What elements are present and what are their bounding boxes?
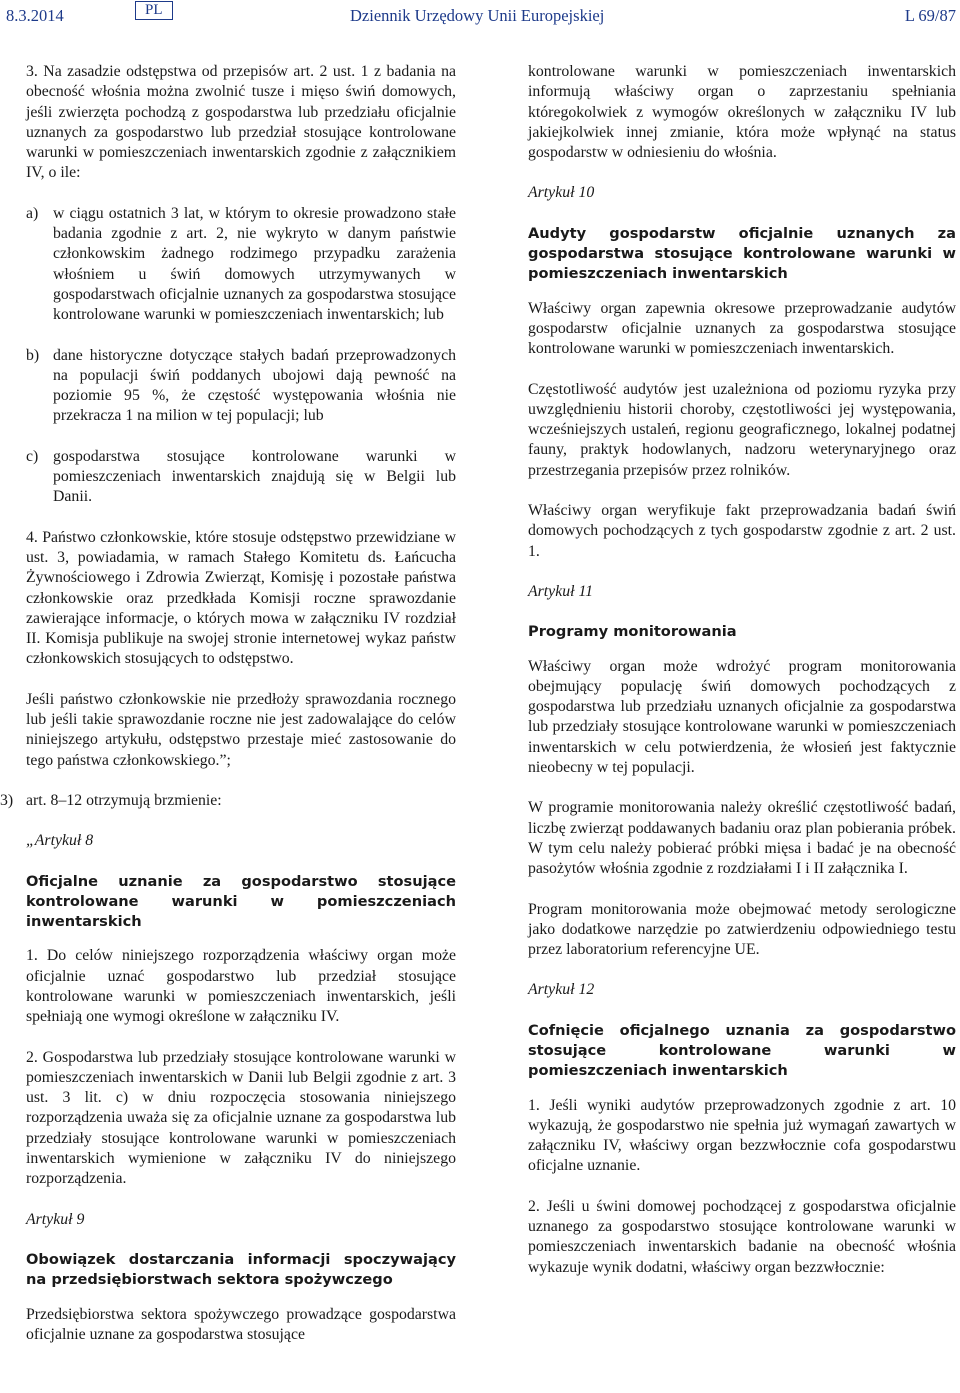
list-item-a (26, 204, 456, 326)
article-9-heading: Artykuł 9 (26, 1210, 85, 1228)
article-11-paragraph-1: Właściwy organ może wdrożyć program monitorowania obejmujący populację świń domowych pochodzących z gospodarstwa lub przedziału uznanych oficjalnie za gospodarstwa lub przedziały stosujące kontrolowane warunki w pomieszczeniach inwentarskich w celu potwierdzenia, że włosień jest faktycznie nieobecny w tej populacji. (528, 657, 956, 777)
journal-title: Dziennik Urzędowy Unii Europejskiej (350, 6, 605, 25)
article-10-heading: Artykuł 10 (528, 184, 595, 202)
list-item-b (26, 346, 456, 427)
list-item-c (26, 447, 456, 508)
article-9-paragraph-continued: kontrolowane warunki w pomieszczeniach inwentarskich informują właściwy organ o zaprzestaniu spełniania któregokolwiek z wymogów określonych w załączniku IV lub jakiejkolwiek innej zmianie, która może wpłynąć na status gospodarstw w odniesieniu do włośnia. (528, 63, 956, 162)
list-text: art. 8–12 otrzymują brzmienie: (26, 791, 222, 809)
article-8-heading: „Artykuł 8 (26, 832, 94, 850)
list-label: c) (26, 447, 39, 465)
article-8-title: Oficjalne uznanie za gospodarstwo stosujące kontrolowane warunki w pomieszczeniach inwentarskich (26, 872, 456, 931)
list-text: w ciągu ostatnich 3 lat, w którym to okresie prowadzono stałe badania zgodnie z art. 2, nie wykryto w danym państwie członkowskim żadnego rodzimego przypadku zarażenia włośniem u świń domowych utrzymywanych w gospodarstwach oficjalnie uznanych za gospodarstwa stosujące kontrolowane warunki w pomieszczeniach inwentarskich; lub (53, 204, 456, 324)
article-8-paragraph-1: 1. Do celów niniejszego rozporządzenia właściwy organ może oficjalnie uznać gospodarstwo lub przedział stosujące kontrolowane warunki w pomieszczeniach inwentarskich, jeśli spełniają one wymogi określone w załączniku IV. (26, 947, 456, 1026)
article-11-paragraph-2: W programie monitorowania należy określić częstotliwość badań, liczbę zwierząt poddawanych badaniu oraz plan pobierania próbek. W tym celu należy pobierać próbki mięsa i badać je na obecność pasożytów włośnia zgodnie z rozdziałami I i II załącznika I. (528, 799, 956, 878)
header-date: 8.3.2014 (6, 6, 64, 25)
article-10-paragraph-1: Właściwy organ zapewnia okresowe przeprowadzanie audytów gospodarstw oficjalnie uznanych za gospodarstwa stosujące kontrolowane warunki w pomieszczeniach inwentarskich. (528, 299, 956, 358)
left-column (0, 62, 456, 1365)
article-11-heading: Artykuł 11 (528, 582, 594, 600)
paragraph-4: 4. Państwo członkowskie, które stosuje odstępstwo przewidziane w ust. 3, powiadamia, w ramach Stałego Komitetu ds. Łańcucha Żywnościowego i Zdrowia Zwierząt, Komisję i pozostałe państwa członkowskie oraz przedkłada Komisji roczne sprawozdanie zawierające informacje, o których mowa w załączniku IV rozdział II. Komisja publikuje na swojej stronie internetowej wykaz państw członkowskich stosujących to odstępstwo. (26, 528, 456, 668)
list-label: 3) (0, 791, 14, 809)
article-10-paragraph-2: Częstotliwość audytów jest uzależniona od poziomu ryzyka przy uwzględnieniu historii choroby, częstotliwości jej występowania, wcześniejszych ustaleń, regionu geograficznego, lokalnej podatnej fauny, praktyk hodowlanych, nadzoru weterynaryjnego oraz przestrzegania przepisów przez rolników. (528, 380, 956, 479)
article-11-paragraph-3: Program monitorowania może obejmować metody serologiczne jako dodatkowe narzędzie po zatwierdzeniu odpowiedniego testu przez laboratorium referencyjne UE. (528, 900, 956, 959)
article-10-paragraph-3: Właściwy organ weryfikuje fakt przeprowadzania badań świń domowych pochodzących z tych gospodarstw zgodnie z art. 2 ust. 1. (528, 502, 956, 560)
paragraph-3: 3. Na zasadzie odstępstwa od przepisów art. 2 ust. 1 z badania na obecność włośnia można zwolnić tusze i mięso świń domowych, jeśli zwierzęta pochodzą z gospodarstwa lub przedziału oficjalnie uznanych za gospodarstwo lub przedział stosujące kontrolowane warunki w pomieszczeniach inwentarskich zgodnie z załącznikiem IV, o ile: (26, 63, 456, 182)
right-column (528, 62, 956, 1298)
article-12-title: Cofnięcie oficjalnego uznania za gospodarstwo stosujące kontrolowane warunki w pomieszczeniach inwentarskich (528, 1021, 956, 1080)
paragraph-4-continued: Jeśli państwo członkowskie nie przedłoży sprawozdania rocznego lub jeśli takie sprawozdanie roczne nie jest zadowalające do celów niniejszego artykułu, odstępstwo przestaje mieć zastosowanie do tego państwa członkowskiego.”; (26, 690, 456, 769)
article-12-paragraph-2: 2. Jeśli u świni domowej pochodzącej z gospodarstwa oficjalnie uznanego za gospodarstwo stosujące kontrolowane warunki w pomieszczeniach inwentarskich badanie na obecność włośnia wykazuje wynik dodatni, właściwy organ bezzwłocznie: (528, 1197, 956, 1276)
page-reference: L 69/87 (904, 6, 956, 25)
amendment-item-3 (0, 791, 456, 811)
article-12-heading: Artykuł 12 (528, 981, 595, 999)
article-11-title: Programy monitorowania (528, 623, 737, 641)
list-label: b) (26, 346, 40, 364)
article-12-paragraph-1: 1. Jeśli wyniki audytów przeprowadzonych zgodnie z art. 10 wykazują, że gospodarstwo nie spełnia już wymagań zawartych w załączniku IV, właściwy organ bezzwłocznie cofa gospodarstwu oficjalne uznanie. (528, 1096, 956, 1175)
page-header (0, 0, 960, 36)
article-9-title: Obowiązek dostarczania informacji spoczywający na przedsiębiorstwach sektora spożywczego (26, 1250, 456, 1289)
list-text: dane historyczne dotyczące stałych badań przeprowadzonych na populacji świń poddanych ubojowi dają pewność na poziomie 95 %, że częstość występowania włośnia nie przekracza 1 na milion w tej populacji; lub (53, 346, 456, 425)
article-10-title: Audyty gospodarstw oficjalnie uznanych za gospodarstwa stosujące kontrolowane warunki w pomieszczeniach inwentarskich (528, 224, 956, 283)
article-8-paragraph-2: 2. Gospodarstwa lub przedziały stosujące kontrolowane warunki w pomieszczeniach inwentarskich w Danii lub Belgii zgodnie z art. 3 ust. 3 lit. c) w dniu rozpoczęcia stosowania niniejszego rozporządzenia uważa się za oficjalnie uznane za gospodarstwa lub przedziały stosujące kontrolowane warunki w pomieszczeniach inwentarskich wymienione w załączniku IV do niniejszego rozporządzenia. (26, 1048, 456, 1188)
article-9-paragraph: Przedsiębiorstwa sektora spożywczego prowadzące gospodarstwa oficjalnie uznane za gospodarstwa stosujące (26, 1305, 456, 1343)
list-label: a) (26, 204, 39, 222)
language-badge: PL (135, 1, 173, 20)
list-text: gospodarstwa stosujące kontrolowane warunki w pomieszczeniach inwentarskich znajdują się w Belgii lub Danii. (53, 447, 456, 506)
